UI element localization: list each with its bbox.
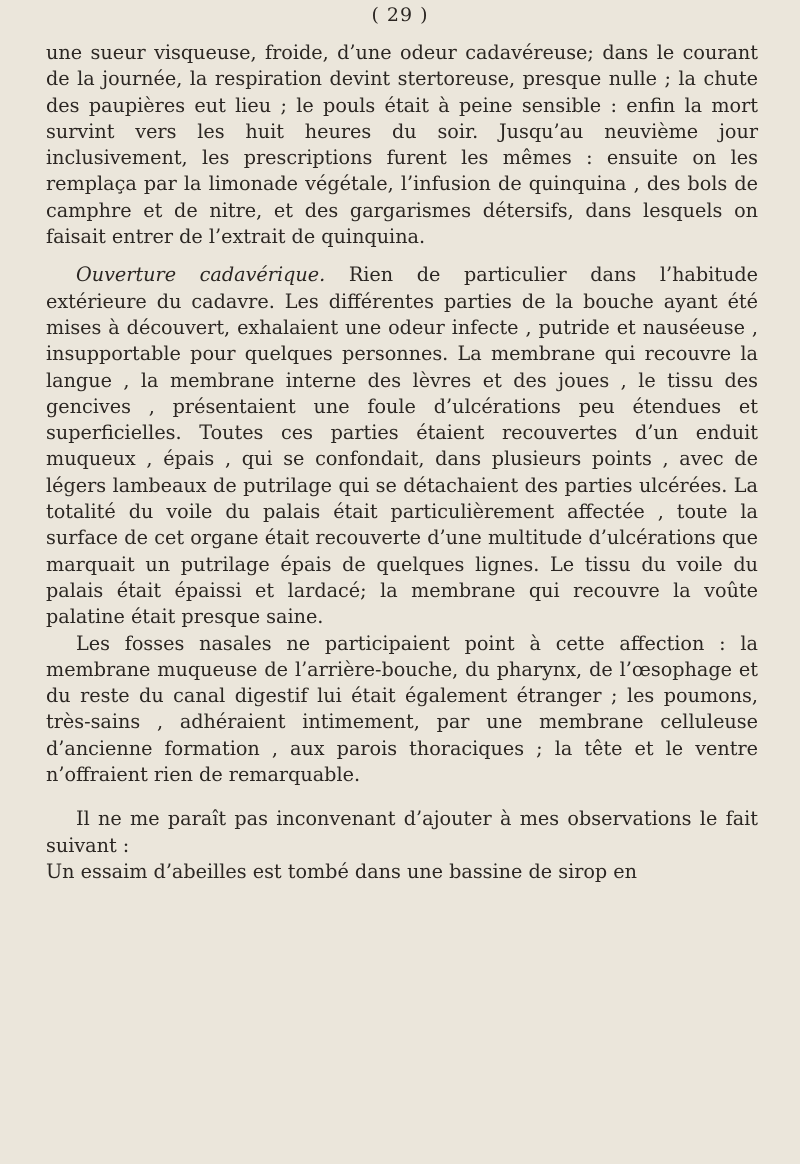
paragraph-autopsy-text: Rien de particulier dans l’habitude extérieure du cadavre. Les différentes parties de la bouche ayant été mises à découvert, exhalaient une odeur infecte , putride et nauséeuse , insupportable pour quelques personnes. La membrane qui recouvre la langue , la membrane interne des lèvres et des joues , le tissu des gencives , présentaient une foule d’ulcérations peu étendues et superficielles. Toutes ces parties étaient recouvertes d’un enduit muqueux , épais , qui se confondait, dans plusieurs points , avec de légers lambeaux de putrilage qui se détachaient des parties ulcérées. La totalité du voile du palais était particulièrement affectée , toute la surface de cet organe était recouverte d’une multitude d’ulcérations que marquait un putrilage épais de quelques lignes. Le tissu du voile du palais était épaissi et lardacé; la membrane qui recouvre la voûte palatine était presque saine.	[46, 263, 758, 629]
body-text	[46, 40, 758, 885]
section-heading-autopsy: Ouverture cadavérique.	[76, 263, 326, 287]
page-number: ( 29 )	[371, 4, 429, 26]
paragraph-organs: Les fosses nasales ne participaient point à cette affection : la membrane muqueuse de l’arrière-bouche, du pharynx, de l’œsophage et du reste du canal digestif lui était également étranger ; les poumons, très-sains , adhéraient intimement, par une membrane celluleuse d’ancienne formation , aux parois thoraciques ; la tête et le ventre n’offraient rien de remarquable.	[46, 631, 758, 787]
paragraph-autopsy	[46, 262, 758, 630]
paragraph-intro-case: Il ne me paraît pas inconvenant d’ajouter à mes observations le fait suivant :	[46, 807, 758, 857]
paragraph-bees: Un essaim d’abeilles est tombé dans une bassine de sirop en	[46, 859, 638, 883]
paragraph-continuation: une sueur visqueuse, froide, d’une odeur cadavéreuse; dans le courant de la journée, la respiration devint stertoreuse, presque nulle ; la chute des paupières eut lieu ; le pouls était à peine sensible : enfin la mort survint vers les huit heures du soir. Jusqu’au neuvième jour inclusivement, les prescriptions furent les mêmes : ensuite on les remplaça par la limonade végétale, l’infusion de quinquina , des bols de camphre et de nitre, et des gargarismes détersifs, dans lesquels on faisait entrer de l’extrait de quinquina.	[46, 41, 758, 249]
